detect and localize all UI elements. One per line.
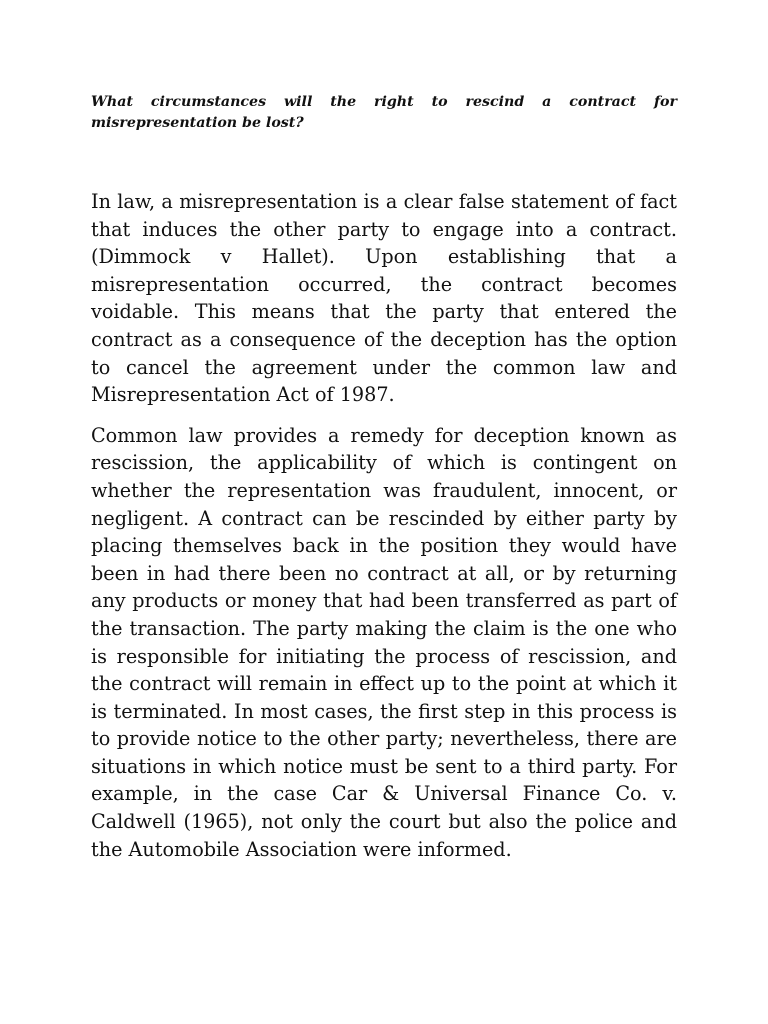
body-paragraph-1: In law, a misrepresentation is a clear false statement of fact that induces the other party to engage into a contract. (Dimmock v Hallet). Upon establishing that a misrepresentation occurred, the contract becomes voidable. This means that the party that entered the contract as a consequence of the deception has the option to cancel the agreement under the common law and Misrepresentation Act of 1987. bbox=[91, 190, 677, 407]
body-paragraph-2: Common law provides a remedy for deception known as rescission, the applicability of which is contingent on whether the representation was fraudulent, innocent, or negligent. A contract can be rescinded by either party by placing themselves back in the position they would have been in had there been no contract at all, or by returning any products or money that had been transferred as part of the transaction. The party making the claim is the one who is responsible for initiating the process of rescission, and the contract will remain in effect up to the point at which it is terminated. In most cases, the first step in this process is to provide notice to the other party; nevertheless, there are situations in which notice must be sent to a third party. For example, in the case Car & Universal Finance Co. v. Caldwell (1965), not only the court but also the police and the Automobile Association were informed. bbox=[91, 423, 677, 861]
document-page bbox=[91, 92, 677, 876]
question-heading: What circumstances will the right to rescind a contract for misrepresentation be lost? bbox=[91, 94, 677, 131]
